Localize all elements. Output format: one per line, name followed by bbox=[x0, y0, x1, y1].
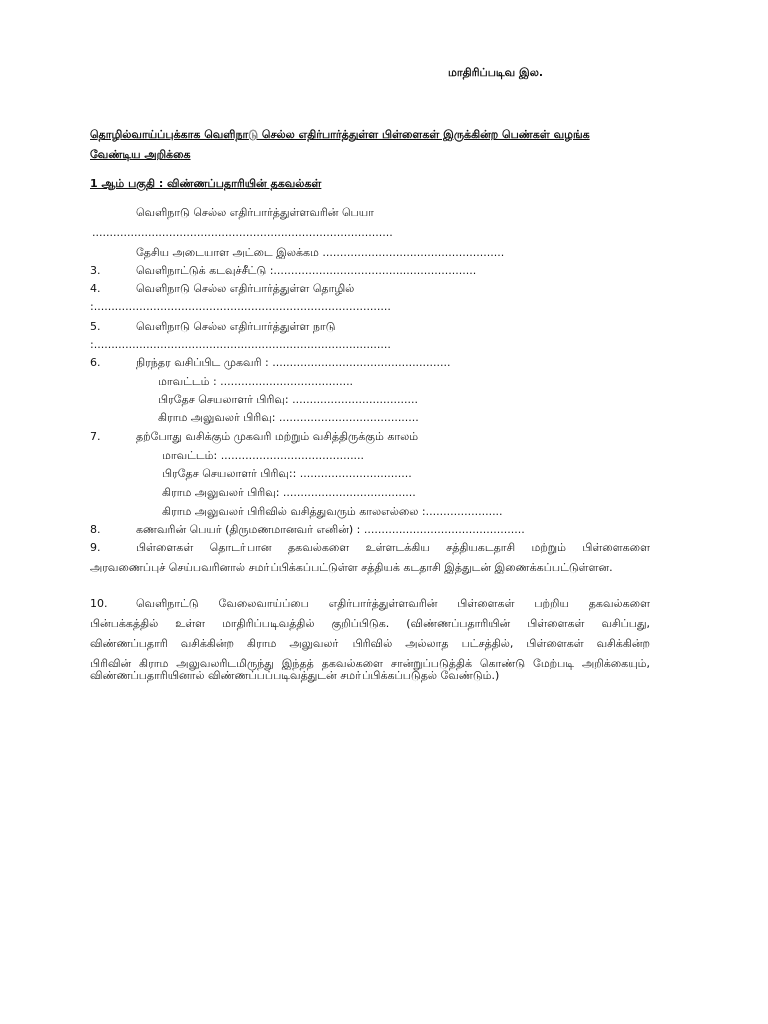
field-expected-country-label: வெளிநாடு செல்ல எதிர்பார்த்துள்ள நாடு bbox=[136, 320, 336, 333]
field-3-number: 3. bbox=[90, 264, 101, 277]
field-permanent-address: நிரந்தர வசிப்பிட முகவரி : ................................................... bbox=[136, 356, 451, 369]
field-10-number: 10. bbox=[90, 597, 108, 610]
field-current-address: தற்போது வசிக்கும் முகவரி மற்றும் வசித்திருக்கும் காலம் bbox=[136, 430, 419, 443]
field-7-number: 7. bbox=[90, 430, 101, 443]
field-husband-name: கணவரின் பெயர் (திருமணமானவர் எனின்) : .............................................. bbox=[136, 523, 525, 536]
field-10-text-line-3: விண்ணப்பதாரி வசிக்கின்ற கிராம அலுவலா் பிரிவில் அல்லாத பட்சத்தில், பிள்ளைகள் வசிக்கின்ற bbox=[90, 637, 650, 650]
field-permanent-ds-division: பிரதேச செயலாளர் பிரிவு: .................................... bbox=[158, 393, 418, 406]
field-9-number: 9. bbox=[90, 541, 101, 554]
field-9-text-line-1: பிள்ளைகள் தொடா்பான தகவல்களை உள்ளடக்கிய சத்தியகடதாசி மற்றும் பிள்ளைகளை bbox=[136, 541, 650, 554]
field-current-residence-period: கிராம அலுவலர் பிரிவில் வசித்துவரும் காலஎல்லை :...................... bbox=[162, 505, 503, 518]
field-expected-job-line: :..................................................................................... bbox=[90, 300, 391, 313]
section-heading: 1 ஆம் பகுதி : விண்ணப்பதாரியின் தகவல்கள் bbox=[90, 177, 322, 190]
document-title-line-1: தொழில்வாய்ப்புக்காக வெளிநாடு செல்ல எதிர்பார்த்துள்ள பிள்ளைகள் இருக்கின்ற பெண்கள் வழங்க bbox=[90, 128, 590, 141]
field-10-text-line-2: பின்பக்கத்தில் உள்ள மாதிரிப்படிவத்தில் குறிப்பிடுக. (விண்ணப்பதாரியின் பிள்ளைகள் வசிப்பது, bbox=[90, 617, 650, 630]
field-10-text-line-5: விண்ணப்பதாரியினால் விண்ணப்பப்படிவத்துடன் சமா்ப்பிக்கப்படுதல் வேண்டும்.) bbox=[90, 669, 500, 682]
document-title-line-2: வேண்டிய அறிக்கை bbox=[90, 148, 191, 161]
field-6-number: 6. bbox=[90, 356, 101, 369]
field-10-text-line-1: வெளிநாட்டு வேலைவாய்ப்பை எதிர்பார்த்துள்ளவரின் பிள்ளைகள் பற்றிய தகவல்களை bbox=[136, 597, 650, 610]
field-5-number: 5. bbox=[90, 320, 101, 333]
field-permanent-district: மாவட்டம் : ...................................... bbox=[158, 375, 354, 388]
field-current-district: மாவட்டம்: ......................................... bbox=[162, 449, 365, 462]
field-nic-number: தேசிய அடையாள அட்டை இலக்கம .................................................... bbox=[136, 246, 505, 259]
field-current-gn-division: கிராம அலுவலர் பிரிவு: ...................................... bbox=[162, 486, 416, 499]
field-passport: வெளிநாட்டுக் கடவுச்சீட்டு :.......................................................... bbox=[136, 264, 477, 277]
field-9-text-line-2: அரவணைப்புச் செய்பவரினால் சமா்ப்பிக்கப்பட்டுள்ள சத்தியக் கடதாசி இத்துடன் இணைக்கப்பட்டுள்ளன. bbox=[90, 561, 613, 574]
field-8-number: 8. bbox=[90, 523, 101, 536]
field-expected-country-line: :..................................................................................... bbox=[90, 338, 391, 351]
form-number-label: மாதிரிப்படிவ இல. bbox=[448, 66, 544, 79]
field-10-text-line-4: பிரிவின் கிராம அலுவலரிடமிருந்து இந்தத் தகவல்களை சான்றுப்படுத்திக் கொண்டு மேற்படி அறிக்கையும், bbox=[90, 657, 650, 670]
field-applicant-name-label: வெளிநாடு செல்ல எதிர்பார்த்துள்ளவரின் பெயா bbox=[136, 206, 374, 219]
field-expected-job-label: வெளிநாடு செல்ல எதிர்பார்த்துள்ள தொழில் bbox=[136, 282, 355, 295]
field-current-ds-division: பிரதேச செயலாளர் பிரிவு:: ................................ bbox=[162, 467, 412, 480]
field-permanent-gn-division: கிராம அலுவலர் பிரிவு: ........................................ bbox=[158, 411, 419, 424]
field-4-number: 4. bbox=[90, 282, 101, 295]
field-applicant-name-line: ...................................................................................... bbox=[92, 226, 393, 239]
